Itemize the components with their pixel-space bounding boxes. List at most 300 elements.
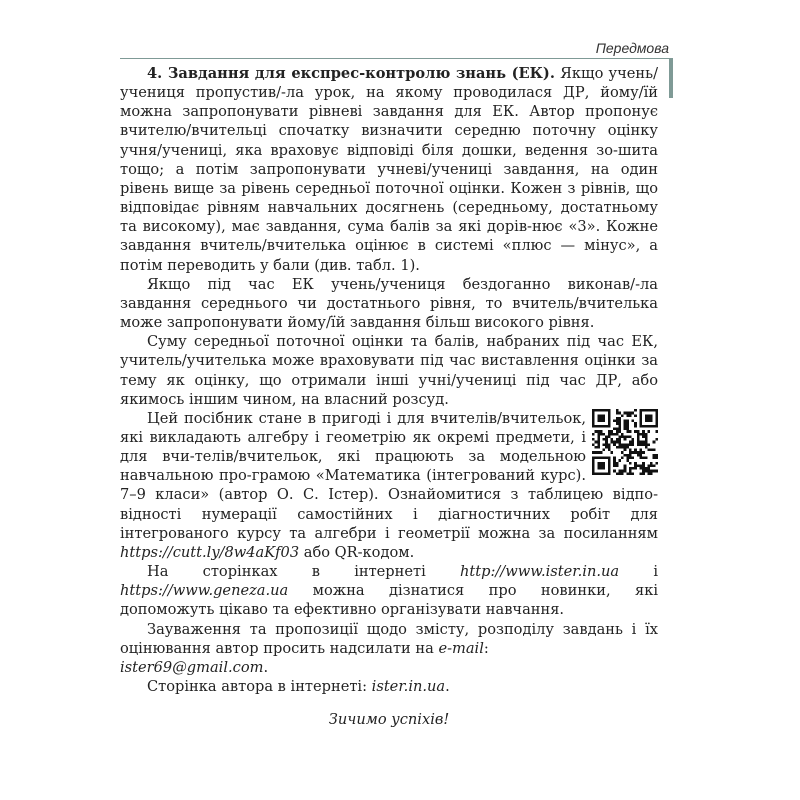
qr-module [634,448,637,451]
qr-module [608,467,611,470]
qr-module [603,456,606,459]
qr-module [592,472,595,475]
qr-module [592,443,595,446]
qr-module [613,433,616,436]
qr-module [645,438,648,441]
qr-module [597,443,600,446]
qr-module [592,451,595,454]
qr-module [600,472,603,475]
qr-module [600,451,603,454]
qr-module [608,443,611,446]
qr-module [624,446,627,449]
qr-module [618,425,621,428]
p7-text: Сторінка автора в інтернеті: [147,678,372,695]
qr-module [629,470,632,473]
qr-module [640,443,643,446]
qr-module [640,417,643,420]
qr-module [629,456,632,459]
qr-module [621,456,624,459]
qr-module [640,456,643,459]
qr-module [634,462,637,465]
qr-module [655,430,658,433]
ek-heading: 4. Завдання для експрес-контролю знань (ЕК). [147,65,555,82]
qr-module [608,446,611,449]
qr-module [595,451,598,454]
qr-module [597,464,600,467]
qr-module [597,462,600,465]
qr-module [600,456,603,459]
qr-module [645,446,648,449]
author-site-link[interactable]: ister.in.ua [371,678,446,695]
paragraph-5 [120,562,658,619]
qr-module [629,467,632,470]
p5-end: можна дізнатися про новинки, які допоможуть цікаво та ефективно організувати навчання. [120,582,658,619]
qr-module [592,438,595,441]
qr-module [626,454,629,457]
qr-module [600,433,603,436]
qr-module [597,419,600,422]
qr-module [634,425,637,428]
qr-module [655,409,658,412]
qr-module [629,430,632,433]
qr-module [637,430,640,433]
qr-module [621,472,624,475]
qr-module [645,456,648,459]
qr-module [605,440,608,443]
qr-module [626,414,629,417]
qr-module [616,433,619,436]
qr-module [640,472,643,475]
qr-module [597,425,600,428]
qr-module [621,433,624,436]
qr-module [613,464,616,467]
qr-module [597,446,600,449]
qr-module [600,414,603,417]
qr-module [592,433,595,436]
qr-module [647,448,650,451]
qr-module [600,464,603,467]
qr-module [600,425,603,428]
qr-module [597,417,600,420]
qr-module [626,430,629,433]
qr-module [613,459,616,462]
p6-email-end: . [263,658,269,676]
paragraph-3: Суму середньої поточної оцінки та балів, набраних під час ЕК, учитель/учителька може враховувати під час виставлення оцінки за тему як оцінку, що отримали інші учні/учениці під час ДР, або якимось іншим чином, на власний розсуд. [120,333,658,408]
qr-module [605,438,608,441]
qr-module [616,411,619,414]
qr-module [626,419,629,422]
qr-module [645,443,648,446]
qr-module [592,419,595,422]
qr-module [608,425,611,428]
qr-module [632,438,635,441]
qr-module [655,417,658,420]
qr-module [624,464,627,467]
qr-module [650,472,653,475]
qr-module [647,467,650,470]
header-rule [120,58,673,59]
qr-module [608,409,611,412]
qr-module [603,433,606,436]
ister-link[interactable]: http://www.ister.in.ua [460,563,620,581]
qr-module [642,440,645,443]
qr-module [653,470,656,473]
qr-module [642,425,645,428]
qr-module [592,409,595,412]
qr-module [616,427,619,430]
qr-module [618,438,621,441]
qr-module [597,414,600,417]
qr-module [605,443,608,446]
p6-text: Зауваження та пропозиції щодо змісту, розподілу завдань і їх оцінювання автор просить надсилати на [120,620,658,657]
qr-module [647,443,650,446]
qr-module [624,411,627,414]
qr-module [655,454,658,457]
qr-module [655,414,658,417]
paragraph-ek [120,64,658,275]
qr-module [634,464,637,467]
qr-module [600,417,603,420]
qr-module [597,440,600,443]
qr-code-svg [592,409,658,475]
qr-module [637,454,640,457]
qr-module [603,409,606,412]
qr-module [618,419,621,422]
qr-module [592,414,595,417]
qr-module [650,425,653,428]
qr-module [645,409,648,412]
qr-module [647,414,650,417]
qr-module [605,425,608,428]
qr-module [655,422,658,425]
qr-module [640,440,643,443]
email-address[interactable]: ister69@gmail.com [120,658,264,676]
qr-module [629,472,632,475]
qr-module [650,464,653,467]
qr-module [608,422,611,425]
qr-module [647,425,650,428]
paragraph-2: Якщо під час ЕК учень/учениця бездоганно виконав/-ла завдання середнього чи достатнього рівня, то вчитель/вчителька може запропонувати йому/їй завдання більш високого рівня. [120,275,658,332]
qr-module [655,470,658,473]
qr-module [637,451,640,454]
qr-module [600,467,603,470]
qr-module [647,472,650,475]
qr-module [647,419,650,422]
qr-module [642,435,645,438]
qr-module [634,409,637,412]
qr-module [642,456,645,459]
qr-module [597,433,600,436]
qr-module [629,443,632,446]
qr-module [600,430,603,433]
qr-module [629,411,632,414]
qr-module [629,414,632,417]
qr-module [595,440,598,443]
qr-module [629,454,632,457]
qr-module [640,448,643,451]
qr-module [626,425,629,428]
qr-module [605,409,608,412]
qr-module [653,425,656,428]
qr-module [600,462,603,465]
qr-module [592,462,595,465]
qr-module [608,435,611,438]
qr-module [618,443,621,446]
qr-module [637,438,640,441]
qr-module [626,456,629,459]
qr-module [642,433,645,436]
qr-module [618,446,621,449]
qr-module [645,435,648,438]
qr-module [642,464,645,467]
qr-module [616,438,619,441]
qr-module [640,422,643,425]
header-tab-marker [669,58,673,98]
qr-module [650,419,653,422]
qr-module [647,470,650,473]
qr-module [632,411,635,414]
qr-module [603,464,606,467]
qr-module [618,472,621,475]
paragraph-7 [120,677,658,696]
qr-module [597,430,600,433]
qr-module [597,456,600,459]
qr-module [621,446,624,449]
qr-module [608,417,611,420]
qr-module [645,419,648,422]
qr-module [621,443,624,446]
qr-module [613,419,616,422]
qr-module [645,433,648,436]
qr-module [642,470,645,473]
qr-module [605,446,608,449]
qr-module [632,472,635,475]
ek-body: Якщо учень/учениця пропустив/-ла урок, на якому проводилася ДР, йому/їй можна запропонувати рівневі завдання для ЕК. Автор пропонує вчителю/вчительці спочатку визначити середню поточну оцінку учня/учениці, яка враховує відповіді біля дошки, ведення зо-шита тощо; а потім запропонувати учневі/учениці завдання, на один рівень вище за рівень середньої поточної оцінки. Кожен з рівнів, що відповідає рівням навчальних досягнень (середньому, достатньому та високому), має завдання, сума балів за які дорів-нює «3». Кожне завдання вчитель/вчителька оцінює в системі «плюс — мінус», а потім переводить у бали (див. табл. 1). [120,65,658,274]
p5-mid: і [619,563,658,581]
qr-module [640,464,643,467]
qr-module [608,433,611,436]
qr-module [653,440,656,443]
p4-text: Цей посібник стане в пригоді і для вчителів/вчительок, які викладають алгебру і геометрію як окремі предмети, і для вчи-телів/вчительок, які працюють за модельною навчальною про-грамою «Математика (інтегрований курс). 7–9 класи» (автор О. С. Істер). Ознайомитися з таблицею відпо-відності нумерації самостійних і діагностичних робіт для інтегрованого курсу та алгебри і геометрії можна за посиланням [120,409,658,542]
qr-module [613,427,616,430]
qr-module [608,470,611,473]
paragraph-4 [120,409,658,562]
qr-module [613,462,616,465]
qr-module [632,443,635,446]
qr-module [605,456,608,459]
qr-module [642,443,645,446]
qr-module [608,448,611,451]
qr-module [595,409,598,412]
qr-module [634,451,637,454]
qr-module [653,448,656,451]
qr-module [624,422,627,425]
qr-module [637,464,640,467]
qr-module [629,440,632,443]
qr-module [655,425,658,428]
qr-module [655,438,658,441]
p6-colon: : [483,639,489,657]
qr-module [621,435,624,438]
qr-module [595,430,598,433]
qr-module [610,430,613,433]
qr-module [595,446,598,449]
qr-module [647,430,650,433]
qr-module [624,425,627,428]
email-label: e-mail [438,639,484,657]
qr-module [603,443,606,446]
qr-module [595,472,598,475]
qr-module [640,451,643,454]
qr-module [597,435,600,438]
qr-module [642,467,645,470]
qr-module [608,459,611,462]
qr-module [640,454,643,457]
qr-module [650,448,653,451]
qr-module [629,451,632,454]
qr-module [626,443,629,446]
qr-module [608,456,611,459]
qr-module [608,472,611,475]
qr-module [626,446,629,449]
qr-module [640,433,643,436]
qr-code-image [592,409,658,477]
qr-module [592,422,595,425]
qr-module [650,417,653,420]
qr-module [608,430,611,433]
qr-module [592,456,595,459]
qr-module [592,417,595,420]
qr-module [592,425,595,428]
qr-module [618,417,621,420]
qr-module [613,440,616,443]
qr-module [637,443,640,446]
qr-module [624,448,627,451]
qr-module [653,464,656,467]
qr-module [616,417,619,420]
qr-module [647,464,650,467]
qr-module [608,419,611,422]
closing-wish: Зичимо успіхів! [328,711,450,729]
qr-module [618,470,621,473]
qr-module [624,438,627,441]
qr-module [634,467,637,470]
qr-module [600,409,603,412]
qr-module [618,430,621,433]
qr-module [595,456,598,459]
qr-module [647,409,650,412]
qr-module [640,425,643,428]
body-text [120,64,658,729]
qr-module [603,419,606,422]
qr-module [597,472,600,475]
qr-module [632,467,635,470]
qr-module [624,470,627,473]
qr-module [592,470,595,473]
qr-module [655,456,658,459]
qr-module [603,462,606,465]
qr-module [618,422,621,425]
qr-module [640,409,643,412]
qr-module [597,467,600,470]
qr-module [642,430,645,433]
qr-module [634,414,637,417]
qr-module [645,417,648,420]
qr-module [637,440,640,443]
qr-module [624,467,627,470]
qr-module [621,414,624,417]
qr-module [624,454,627,457]
qr-module [640,411,643,414]
qr-module [603,472,606,475]
qr-module [603,417,606,420]
qr-module [618,435,621,438]
qr-module [603,438,606,441]
qr-module [647,417,650,420]
qr-module [642,462,645,465]
qr-module [616,464,619,467]
qr-module [632,440,635,443]
qr-module [642,409,645,412]
qr-module [632,456,635,459]
qr-module [608,414,611,417]
qr-module [642,451,645,454]
qr-module [645,470,648,473]
qr-module [645,440,648,443]
qr-module [608,462,611,465]
cutt-ly-link[interactable]: https://cutt.ly/8w4aKf03 [120,543,300,561]
qr-module [637,433,640,436]
qr-module [626,459,629,462]
qr-module [618,427,621,430]
qr-module [645,425,648,428]
qr-module [621,451,624,454]
qr-module [629,435,632,438]
geneza-link[interactable]: https://www.geneza.ua [120,582,289,600]
qr-module [618,440,621,443]
qr-module [603,414,606,417]
paragraph-6 [120,620,658,677]
qr-module [650,462,653,465]
qr-module [610,438,613,441]
qr-module [634,422,637,425]
qr-module [608,411,611,414]
qr-module [603,448,606,451]
p7-end: . [445,678,450,695]
qr-module [632,451,635,454]
qr-module [624,427,627,430]
qr-module [650,414,653,417]
qr-module [616,472,619,475]
qr-module [645,414,648,417]
qr-module [629,448,632,451]
qr-module [603,425,606,428]
qr-module [600,419,603,422]
qr-module [613,443,616,446]
qr-module [655,462,658,465]
qr-module [613,456,616,459]
qr-module [616,422,619,425]
qr-module [616,419,619,422]
qr-module [653,409,656,412]
section-title: Передмова [595,40,669,56]
qr-module [626,411,629,414]
qr-module [621,470,624,473]
qr-module [592,464,595,467]
qr-module [610,440,613,443]
qr-module [597,438,600,441]
qr-module [603,467,606,470]
